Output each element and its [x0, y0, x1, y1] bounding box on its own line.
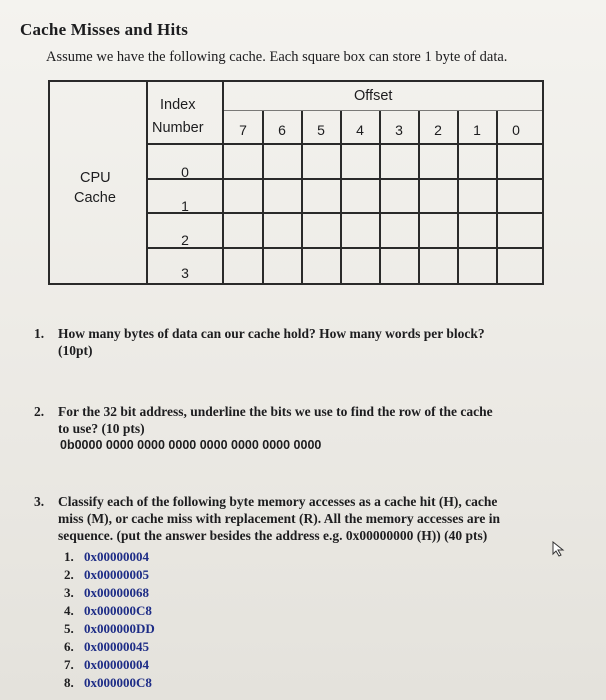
- question-number: 1.: [34, 326, 45, 341]
- question-text: Classify each of the following byte memory accesses as a cache hit (H), cache: [58, 494, 498, 509]
- offset-label: 7: [239, 122, 247, 138]
- number-header: Number: [152, 120, 204, 136]
- binary-address: 0b0000 0000 0000 0000 0000 0000 0000 0000: [60, 438, 322, 452]
- offset-label: 1: [473, 122, 481, 138]
- hex-address: 0x000000DD: [84, 621, 155, 636]
- list-item: [64, 566, 155, 584]
- question-number: 3.: [34, 494, 45, 509]
- question-2: [34, 403, 493, 437]
- index-label: 2: [181, 232, 189, 248]
- item-number: 2.: [64, 567, 74, 582]
- item-number: 1.: [64, 549, 74, 564]
- item-number: 6.: [64, 639, 74, 654]
- list-item: [64, 548, 155, 566]
- page-title: Cache Misses and Hits: [20, 20, 189, 39]
- item-number: 8.: [64, 675, 74, 690]
- offset-label: 6: [278, 122, 286, 138]
- hex-address: 0x00000068: [84, 585, 149, 600]
- item-number: 7.: [64, 657, 74, 672]
- item-number: 3.: [64, 585, 74, 600]
- list-item: [64, 602, 155, 620]
- question-3: [34, 493, 501, 544]
- item-number: 5.: [64, 621, 74, 636]
- hex-address: 0x00000045: [84, 639, 149, 654]
- hex-address: 0x000000C8: [84, 675, 152, 690]
- index-label: 3: [181, 265, 189, 281]
- question-number: 2.: [34, 404, 45, 419]
- offset-header: Offset: [354, 88, 393, 104]
- offset-label: 2: [434, 122, 442, 138]
- hex-address: 0x00000005: [84, 567, 149, 582]
- mouse-cursor-icon: [552, 541, 566, 557]
- hex-address: 0x00000004: [84, 657, 149, 672]
- cpu-label: CPU: [80, 170, 111, 186]
- item-number: 4.: [64, 603, 74, 618]
- list-item: [64, 584, 155, 602]
- index-label: 0: [181, 164, 189, 180]
- question-text: miss (M), or cache miss with replacement (R). All the memory accesses are in: [58, 511, 501, 526]
- cache-table: [48, 80, 544, 285]
- offset-label: 4: [356, 122, 364, 138]
- question-text: How many bytes of data can our cache hold? How many words per block?: [58, 326, 485, 341]
- offset-label: 3: [395, 122, 403, 138]
- list-item: [64, 674, 155, 692]
- question-text: to use? (10 pts): [58, 421, 145, 436]
- intro-text: Assume we have the following cache. Each square box can store 1 byte of data.: [46, 49, 508, 65]
- list-item: [64, 620, 155, 638]
- list-item: [64, 656, 155, 674]
- question-text: For the 32 bit address, underline the bits we use to find the row of the cache: [58, 404, 493, 419]
- index-header: Index: [160, 97, 196, 113]
- offset-label: 5: [317, 122, 325, 138]
- question-text: (10pt): [58, 343, 93, 358]
- access-list: [64, 548, 155, 692]
- question-text: sequence. (put the answer besides the address e.g. 0x00000000 (H)) (40 pts): [58, 528, 488, 543]
- offset-label: 0: [512, 122, 520, 138]
- cache-label: Cache: [74, 190, 116, 206]
- hex-address: 0x000000C8: [84, 603, 152, 618]
- hex-address: 0x00000004: [84, 549, 149, 564]
- question-1: [34, 325, 485, 359]
- index-label: 1: [181, 198, 189, 214]
- list-item: [64, 638, 155, 656]
